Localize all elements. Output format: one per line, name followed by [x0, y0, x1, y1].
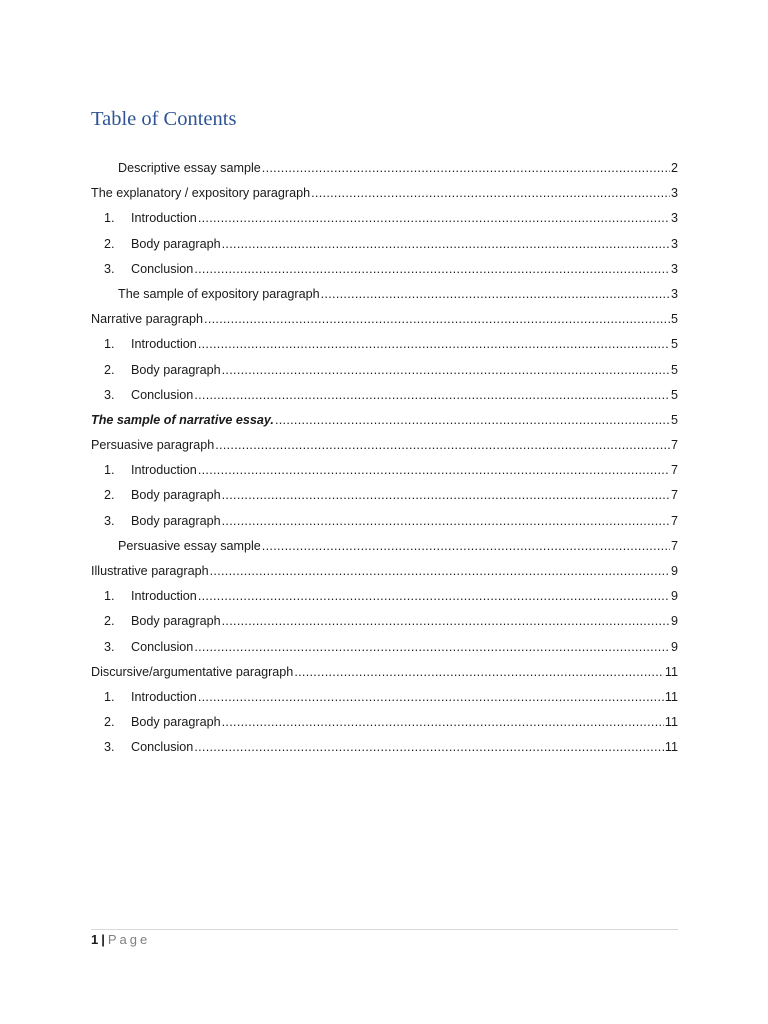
toc-entry-number: 3. [104, 513, 115, 528]
toc-entry[interactable] [91, 181, 678, 206]
toc-dot-leader [262, 156, 670, 181]
footer-divider [91, 929, 678, 930]
toc-entry[interactable] [91, 609, 678, 634]
toc-entry-number: 2. [104, 488, 115, 503]
toc-entry-number: 3. [104, 740, 115, 755]
toc-dot-leader [198, 332, 670, 357]
toc-entry-number: 1. [104, 337, 115, 352]
toc-entry-page: 7 [670, 488, 678, 503]
toc-dot-leader [194, 635, 670, 660]
toc-entry-text: Introduction [131, 589, 197, 604]
toc-entry-page: 3 [670, 286, 678, 301]
footer-page-number: 1 [91, 932, 99, 947]
toc-dot-leader [311, 181, 670, 206]
toc-entry[interactable] [91, 282, 678, 307]
toc-entry-text: Conclusion [131, 261, 194, 276]
toc-entry[interactable] [91, 307, 678, 332]
toc-entry-text: Persuasive essay sample [118, 538, 261, 553]
toc-entry[interactable] [91, 559, 678, 584]
toc-entry-page: 9 [670, 564, 678, 578]
toc-entry-text: The sample of expository paragraph [118, 286, 320, 301]
toc-entry-text: Conclusion [131, 639, 194, 654]
toc-entry-text: Narrative paragraph [91, 312, 204, 327]
toc-dot-leader [222, 483, 670, 508]
toc-entry-number: 1. [104, 589, 115, 604]
toc-entry-text: Persuasive paragraph [91, 438, 215, 453]
toc-entry-page: 11 [664, 689, 678, 704]
toc-dot-leader [321, 282, 670, 307]
toc-entry-number: 3. [104, 387, 115, 402]
toc-entry-text: The explanatory / expository paragraph [91, 186, 311, 201]
toc-entry[interactable] [91, 458, 678, 483]
toc-entry-number: 1. [104, 211, 115, 226]
toc-dot-leader [194, 735, 664, 760]
toc-entry-page: 7 [670, 538, 678, 553]
footer-page-label: Page [107, 932, 151, 947]
toc-entry[interactable] [91, 206, 678, 231]
page-footer [91, 931, 150, 949]
toc-entry-text: Descriptive essay sample [118, 161, 261, 175]
toc-entry-page: 3 [670, 186, 678, 201]
toc-entry[interactable] [91, 710, 678, 735]
toc-entry[interactable] [91, 635, 678, 660]
toc-dot-leader [222, 609, 670, 634]
toc-entry-page: 5 [670, 312, 678, 327]
toc-dot-leader [262, 534, 670, 559]
toc-entry-page: 9 [670, 589, 678, 604]
toc-dot-leader [222, 232, 670, 257]
toc-entry-page: 7 [670, 463, 678, 478]
toc-dot-leader [210, 559, 670, 584]
toc-dot-leader [198, 458, 670, 483]
toc-dot-leader [198, 584, 670, 609]
toc-dot-leader [198, 685, 664, 710]
toc-entry-number: 3. [104, 639, 115, 654]
toc-entry[interactable] [91, 358, 678, 383]
table-of-contents [91, 156, 678, 761]
toc-dot-leader [194, 383, 670, 408]
toc-entry-text: Introduction [131, 211, 197, 226]
toc-title: Table of Contents [91, 108, 237, 130]
toc-dot-leader [294, 660, 664, 685]
toc-entry-page: 3 [670, 236, 678, 251]
toc-entry-text: Discursive/argumentative paragraph [91, 664, 294, 679]
toc-dot-leader [215, 433, 670, 458]
toc-entry-page: 5 [670, 337, 678, 352]
toc-entry-number: 1. [104, 689, 115, 704]
toc-dot-leader [194, 257, 670, 282]
toc-entry-text: Illustrative paragraph [91, 564, 209, 578]
toc-entry-page: 3 [670, 261, 678, 276]
toc-entry-text: Conclusion [131, 740, 194, 755]
toc-dot-leader [275, 408, 670, 433]
toc-entry-number: 2. [104, 614, 115, 629]
toc-entry[interactable] [91, 735, 678, 760]
toc-entry-number: 2. [104, 236, 115, 251]
toc-entry-page: 9 [670, 639, 678, 654]
toc-entry-text: Conclusion [131, 387, 194, 402]
toc-entry[interactable] [91, 685, 678, 710]
toc-entry[interactable] [91, 433, 678, 458]
toc-entry-page: 3 [670, 211, 678, 226]
toc-entry-page: 9 [670, 614, 678, 629]
toc-entry-text: Introduction [131, 463, 197, 478]
toc-entry-text: Body paragraph [131, 362, 221, 377]
toc-entry[interactable] [91, 257, 678, 282]
toc-entry[interactable] [91, 232, 678, 257]
toc-entry-page: 7 [670, 438, 678, 453]
toc-entry-text: Introduction [131, 689, 197, 704]
footer-separator: | [101, 932, 105, 947]
toc-entry-text: Introduction [131, 337, 197, 352]
toc-entry-text: Body paragraph [131, 614, 221, 629]
toc-entry[interactable] [91, 509, 678, 534]
toc-dot-leader [204, 307, 670, 332]
toc-entry-number: 1. [104, 463, 115, 478]
toc-entry-number: 2. [104, 362, 115, 377]
toc-entry-text: Body paragraph [131, 236, 221, 251]
toc-entry-page: 5 [670, 362, 678, 377]
toc-entry-page: 5 [670, 412, 678, 427]
toc-entry-page: 11 [664, 740, 678, 755]
toc-entry[interactable] [91, 383, 678, 408]
toc-entry[interactable] [91, 408, 678, 433]
toc-dot-leader [222, 358, 670, 383]
toc-dot-leader [222, 509, 670, 534]
toc-entry-text: Body paragraph [131, 513, 221, 528]
toc-entry[interactable] [91, 156, 678, 181]
toc-entry-page: 11 [664, 715, 678, 730]
toc-dot-leader [222, 710, 664, 735]
toc-entry-text: The sample of narrative essay. [91, 412, 274, 427]
toc-entry[interactable] [91, 660, 678, 685]
toc-entry[interactable] [91, 483, 678, 508]
toc-entry[interactable] [91, 534, 678, 559]
toc-entry-number: 3. [104, 261, 115, 276]
toc-entry[interactable] [91, 332, 678, 357]
toc-entry[interactable] [91, 584, 678, 609]
toc-entry-text: Body paragraph [131, 488, 221, 503]
toc-entry-page: 2 [670, 161, 678, 175]
toc-dot-leader [198, 206, 670, 231]
toc-entry-number: 2. [104, 715, 115, 730]
toc-entry-page: 11 [664, 664, 678, 679]
toc-entry-text: Body paragraph [131, 715, 221, 730]
toc-entry-page: 5 [670, 387, 678, 402]
toc-entry-page: 7 [670, 513, 678, 528]
